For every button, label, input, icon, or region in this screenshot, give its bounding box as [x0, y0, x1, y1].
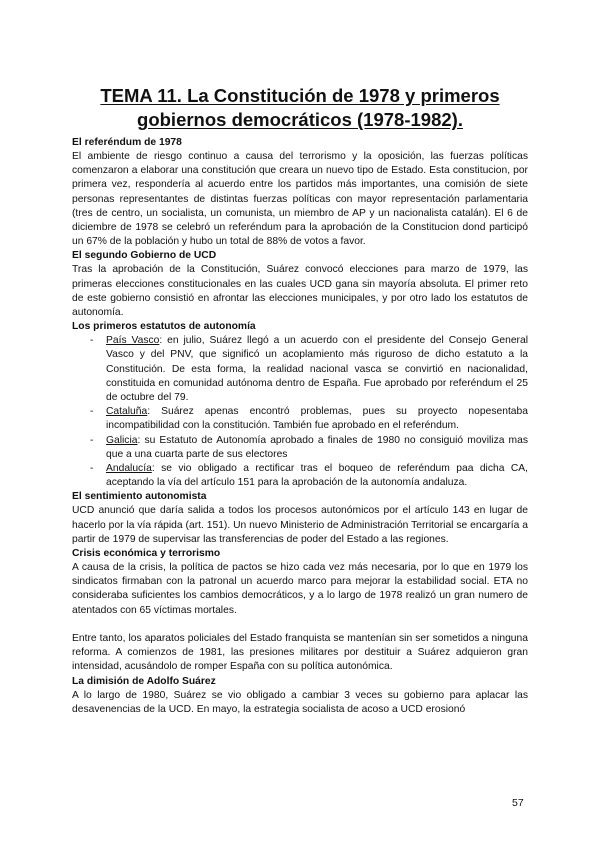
document-title: [72, 84, 528, 132]
list-item-name: Cataluña: [106, 406, 148, 418]
paragraph: Entre tanto, los aparatos policiales del Estado franquista se mantenían sin ser sometidos a ninguna reforma. A comienzos de 1981, las presiones militares por destituir a Suárez adquieron gran intensidad, acusándolo de romper España con su política autonómica.: [72, 632, 528, 673]
section-heading: Los primeros estatutos de autonomía: [72, 321, 256, 333]
section-heading: Crisis económica y terrorismo: [72, 548, 221, 560]
list-item: [106, 462, 528, 490]
paragraph-gap: [72, 618, 528, 632]
paragraph: A lo largo de 1980, Suárez se vio obligado a cambiar 3 veces su gobierno para aplacar las desavenencias de la UCD. En mayo, la estrategia socialista de acoso a UCD erosionó: [72, 689, 528, 715]
list-item: [106, 334, 528, 405]
list-item: [106, 434, 528, 462]
section-heading: El sentimiento autonomista: [72, 491, 207, 503]
paragraph: Tras la aprobación de la Constitución, Suárez convocó elecciones para marzo de 1979, las primeras elecciones constitucionales en las cuales UCD gana sin mayoría absoluta. El primer reto de este gobierno consistió en afrontar las elecciones municipales, y por otro lado los estatutos de autonomía.: [72, 264, 528, 319]
list-item-text: : Suárez apenas encontró problemas, pues su proyecto nopesentaba incompatibilidad con la constitución. También fue aprobado en el referéndum.: [106, 406, 528, 432]
page-number: 57: [512, 797, 524, 809]
list-item-text: : se vio obligado a rectificar tras el boqueo de referéndum paa dicha CA, aceptando la vía del artículo 151 para la aprobación de la autonomía andaluza.: [106, 463, 528, 489]
title-line-1: TEMA 11. La Constitución de 1978 y primeros: [100, 85, 500, 106]
title-line-2: gobiernos democráticos (1978-1982).: [137, 109, 463, 130]
list-item-name: País Vasco: [106, 335, 160, 347]
section-dimision-suarez: [72, 675, 528, 717]
section-referendum-1978: [72, 136, 528, 249]
document-page: [72, 84, 528, 717]
section-estatutos-autonomia: [72, 320, 528, 490]
list-item-name: Andalucía: [106, 463, 152, 475]
section-segundo-gobierno-ucd: [72, 249, 528, 320]
paragraph: UCD anunció que daría salida a todos los procesos autonómicos por el artículo 143 en lugar de hacerlo por la vía rápida (art. 151). Un nuevo Ministerio de Administración Territorial se encargaría a partir de 1979 de supervisar las transferencias de poder del Estado a las regiones.: [72, 505, 528, 545]
list-item-text: : en julio, Suárez llegó a un acuerdo con el presidente del Consejo General Vasco y del PNV, que significó un acoplamiento más riguroso de dicho estatuto a la Constitución. De esta forma, la realidad nacional vasca se convirtió en nacionalidad, constituida en comunidad autónoma dentro de España. Fue aprobado por referéndum el 25 de octubre del 79.: [106, 335, 528, 404]
section-crisis-terrorismo: [72, 547, 528, 674]
section-heading: El referéndum de 1978: [72, 137, 182, 148]
list-item-name: Galicia: [106, 434, 138, 446]
paragraph: El ambiente de riesgo continuo a causa del terrorismo y la oposición, las fuerzas políticas comenzaron a elaborar una constitución que creara un nuevo tipo de Estado. Esta constitucion, por primera vez, respondería al acuerdo entre los partidos más importantes, una comisión de siete personas representantes de distintas fuerzas políticas con mayor representación parlamentaria (tres de centro, un socialista, un comunista, un miembro de AP y un nacionalista catalán). El 6 de diciembre de 1978 se celebró un referéndum para la aprobación de la Constitucion dond participó un 67% de la población y hubo un total de 88% de votos a favor.: [72, 151, 528, 248]
section-heading: La dimisión de Adolfo Suárez: [72, 675, 216, 687]
paragraph: A causa de la crisis, la política de pactos se hizo cada vez más necesaria, por lo que en 1979 los sindicatos firmaban con la patronal un acuerdo marco para mejorar la estabilidad social. ETA no consideraba suficientes los cambios democráticos, y a lo largo de 1978 realizó un gran numero de atentados con 65 víctimas mortales.: [72, 562, 528, 616]
list-item: [106, 405, 528, 433]
autonomy-list: [72, 334, 528, 490]
section-sentimiento-autonomista: [72, 490, 528, 547]
section-heading: El segundo Gobierno de UCD: [72, 250, 217, 262]
list-item-text: : su Estatuto de Autonomía aprobado a finales de 1980 no consiguió moviliza mas que a una cuarta parte de sus electores: [106, 434, 528, 460]
